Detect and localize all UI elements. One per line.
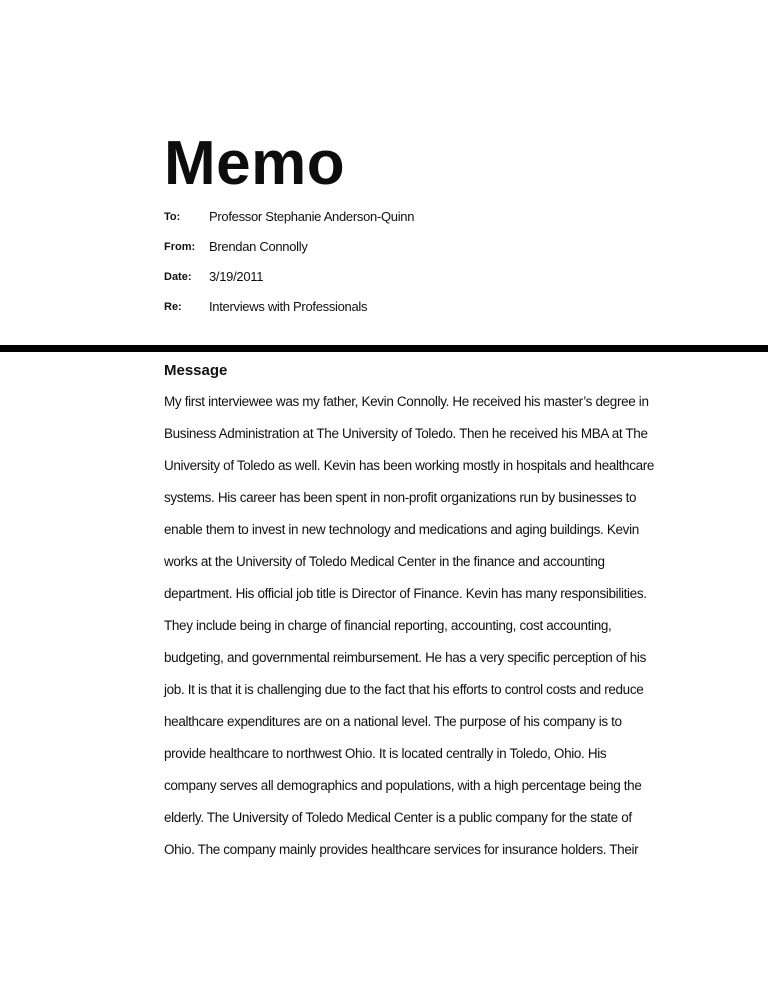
body-line: Ohio. The company mainly provides healthcare services for insurance holders. Their <box>164 842 639 857</box>
body-line: systems. His career has been spent in non-profit organizations run by businesses to <box>164 490 637 505</box>
header-divider <box>0 345 768 352</box>
body-line: job. It is that it is challenging due to the fact that his efforts to control costs and reduce <box>164 682 644 697</box>
to-label: To: <box>164 211 181 223</box>
body-line: elderly. The University of Toledo Medical Center is a public company for the state of <box>164 810 632 825</box>
body-line: My first interviewee was my father, Kevin Connolly. He received his master’s degree in <box>164 394 649 409</box>
message-body <box>164 386 684 866</box>
body-line: Business Administration at The University of Toledo. Then he received his MBA at The <box>164 426 648 441</box>
date-value: 3/19/2011 <box>209 269 264 284</box>
from-row <box>164 232 724 262</box>
date-label: Date: <box>164 271 192 283</box>
re-label: Re: <box>164 301 182 313</box>
body-line: budgeting, and governmental reimbursement. He has a very specific perception of his <box>164 650 646 665</box>
body-line: enable them to invest in new technology and medications and aging buildings. Kevin <box>164 522 639 537</box>
to-row <box>164 202 724 232</box>
re-row <box>164 292 724 322</box>
body-line: company serves all demographics and populations, with a high percentage being the <box>164 778 642 793</box>
body-line: They include being in charge of financial reporting, accounting, cost accounting, <box>164 618 612 633</box>
body-line: healthcare expenditures are on a national level. The purpose of his company is to <box>164 714 622 729</box>
memo-title: Memo <box>164 129 346 198</box>
body-line: works at the University of Toledo Medical Center in the finance and accounting <box>164 554 605 569</box>
body-line: University of Toledo as well. Kevin has been working mostly in hospitals and healthcare <box>164 458 655 473</box>
memo-header-fields <box>164 202 724 322</box>
body-line: provide healthcare to northwest Ohio. It is located centrally in Toledo, Ohio. His <box>164 746 607 761</box>
from-value: Brendan Connolly <box>209 239 308 254</box>
from-label: From: <box>164 241 196 253</box>
body-line: department. His official job title is Director of Finance. Kevin has many responsibilities. <box>164 586 647 601</box>
message-heading: Message <box>164 362 228 379</box>
re-value: Interviews with Professionals <box>209 299 368 314</box>
to-value: Professor Stephanie Anderson-Quinn <box>209 209 415 224</box>
date-row <box>164 262 724 292</box>
